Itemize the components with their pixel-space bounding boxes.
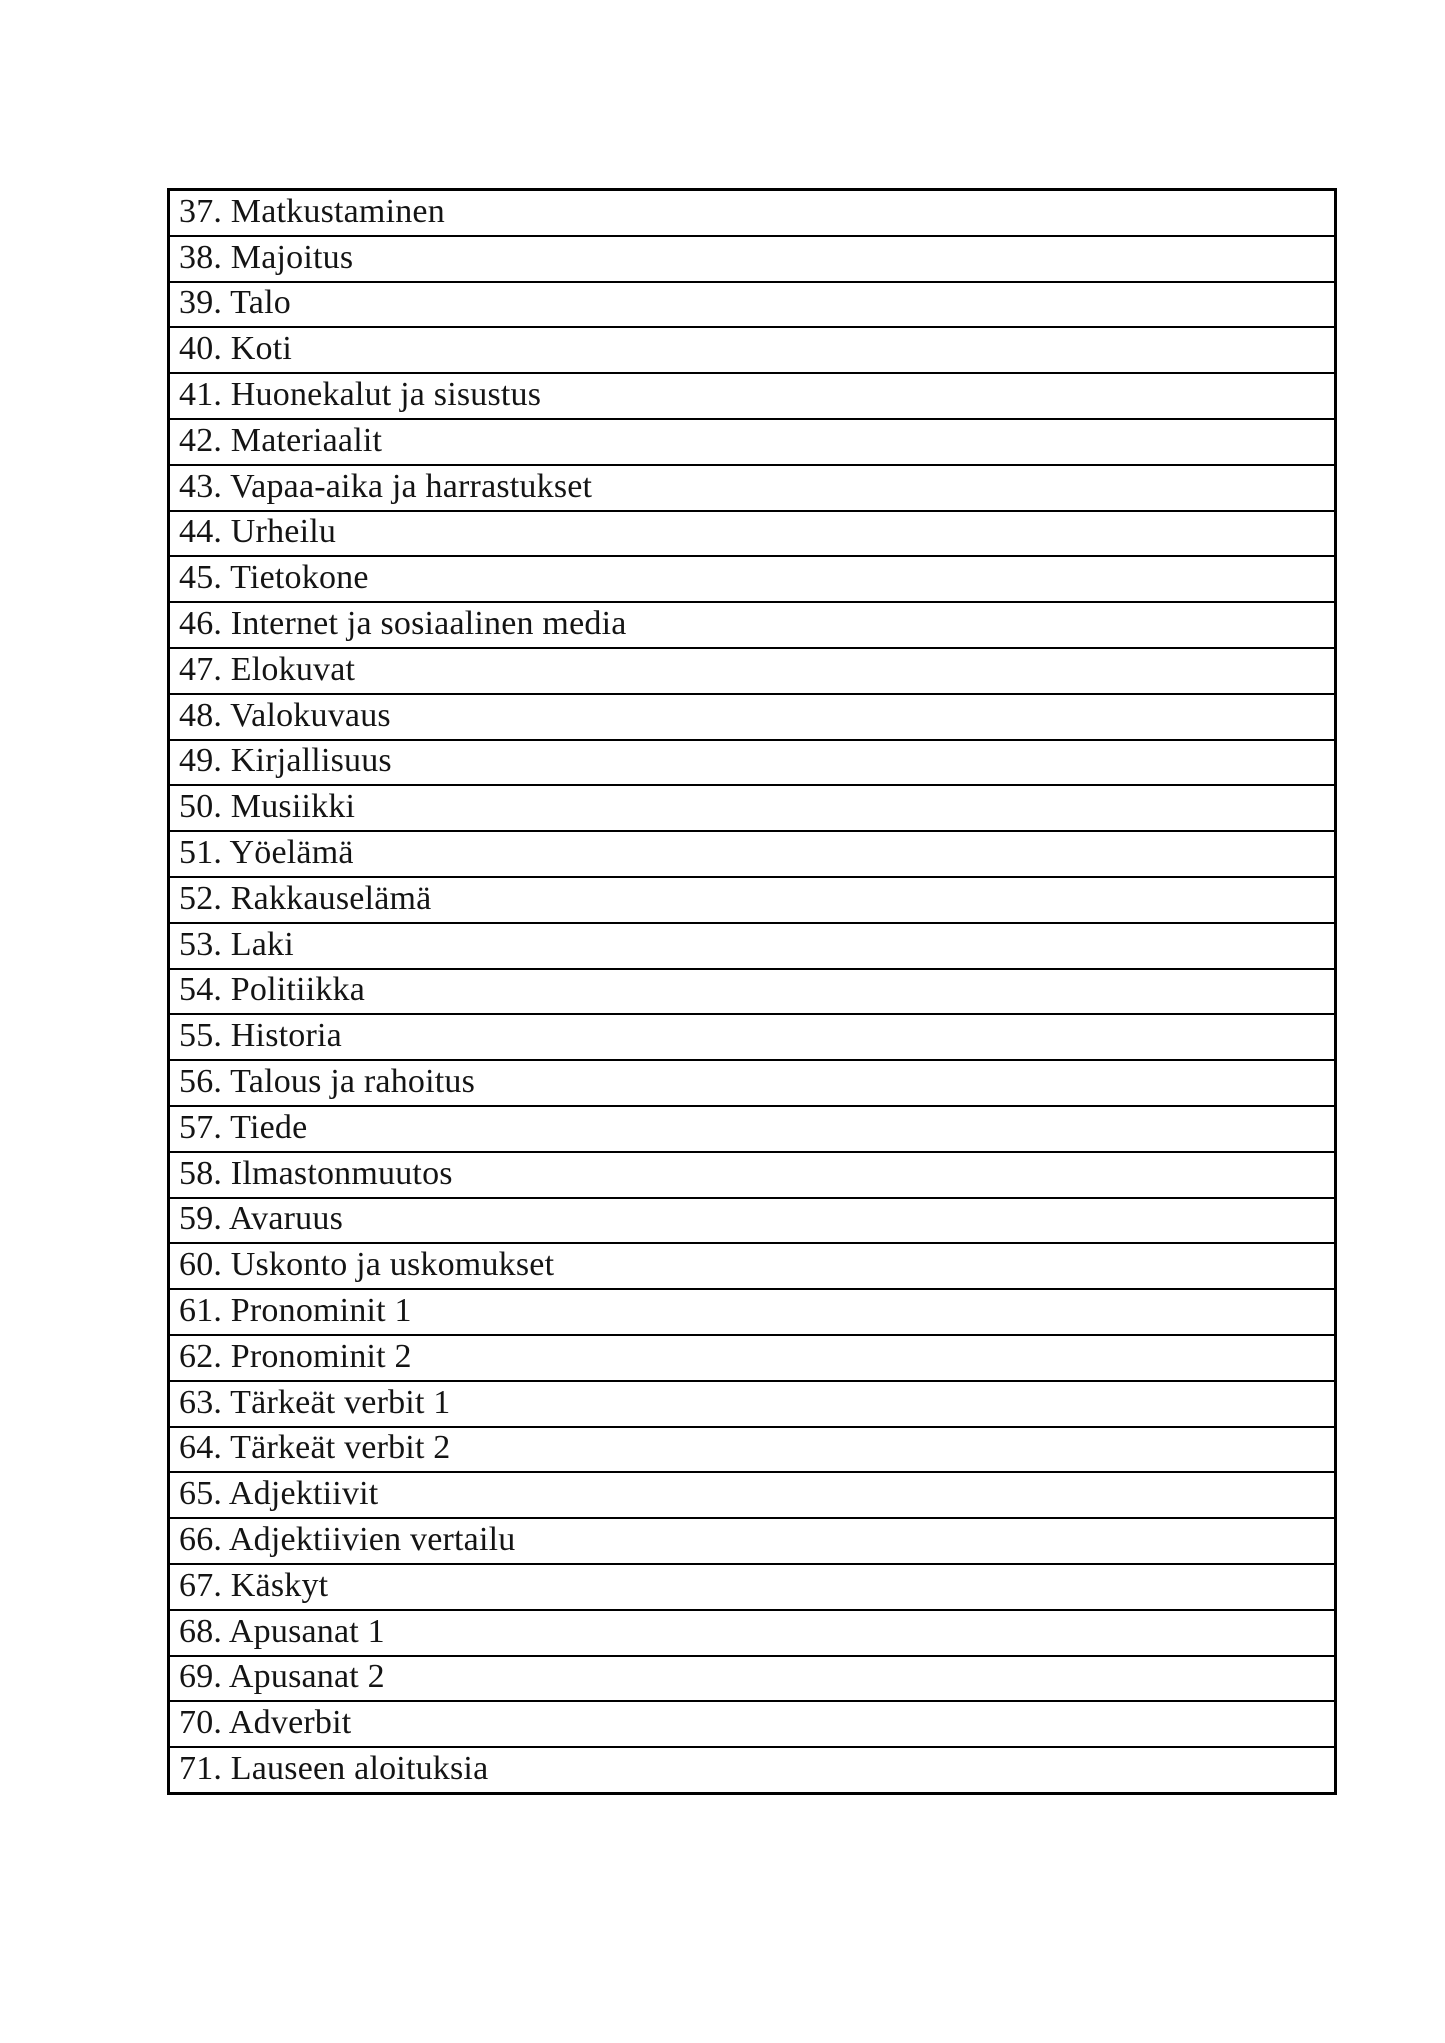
toc-entry-label: 55. Historia xyxy=(179,1017,342,1055)
toc-row xyxy=(170,1013,1334,1059)
toc-entry-label: 37. Matkustaminen xyxy=(179,192,445,230)
toc-row xyxy=(170,1609,1334,1655)
toc-entry-label: 70. Adverbit xyxy=(179,1704,352,1742)
toc-row xyxy=(170,326,1334,372)
toc-row xyxy=(170,1517,1334,1563)
toc-row xyxy=(170,1059,1334,1105)
toc-table xyxy=(167,188,1337,1795)
toc-row xyxy=(170,1655,1334,1701)
toc-entry-label: 54. Politiikka xyxy=(179,971,366,1009)
toc-row xyxy=(170,1563,1334,1609)
toc-row xyxy=(170,191,1334,235)
toc-row xyxy=(170,510,1334,556)
toc-entry-label: 44. Urheilu xyxy=(179,513,337,551)
toc-entry-label: 48. Valokuvaus xyxy=(179,696,391,734)
toc-row xyxy=(170,555,1334,601)
toc-row xyxy=(170,1380,1334,1426)
toc-entry-label: 43. Vapaa-aika ja harrastukset xyxy=(179,467,593,505)
toc-entry-label: 42. Materiaalit xyxy=(179,421,383,459)
toc-entry-label: 38. Majoitus xyxy=(179,238,354,276)
toc-entry-label: 47. Elokuvat xyxy=(179,650,356,688)
toc-entry-label: 66. Adjektiivien vertailu xyxy=(179,1521,516,1558)
toc-row xyxy=(170,372,1334,418)
toc-entry-label: 52. Rakkauselämä xyxy=(179,879,432,917)
toc-row xyxy=(170,1471,1334,1517)
toc-row xyxy=(170,647,1334,693)
toc-row xyxy=(170,1426,1334,1472)
toc-entry-label: 59. Avaruus xyxy=(179,1200,343,1238)
toc-row xyxy=(170,784,1334,830)
toc-entry-label: 53. Laki xyxy=(179,925,294,963)
toc-entry-label: 64. Tärkeät verbit 2 xyxy=(179,1429,451,1467)
toc-row xyxy=(170,464,1334,510)
toc-entry-label: 41. Huonekalut ja sisustus xyxy=(179,376,542,414)
toc-entry-label: 57. Tiede xyxy=(179,1108,308,1146)
toc-row xyxy=(170,281,1334,327)
toc-row xyxy=(170,418,1334,464)
toc-entry-label: 49. Kirjallisuus xyxy=(179,742,392,780)
toc-row xyxy=(170,968,1334,1014)
toc-row xyxy=(170,1334,1334,1380)
toc-entry-label: 68. Apusanat 1 xyxy=(179,1612,385,1650)
toc-entry-label: 40. Koti xyxy=(179,330,293,368)
toc-entry-label: 46. Internet ja sosiaalinen media xyxy=(179,605,627,643)
toc-entry-label: 65. Adjektiivit xyxy=(179,1475,379,1513)
toc-entry-label: 67. Käskyt xyxy=(179,1566,329,1604)
toc-entry-label: 56. Talous ja rahoitus xyxy=(179,1063,476,1101)
toc-row xyxy=(170,693,1334,739)
toc-entry-label: 61. Pronominit 1 xyxy=(179,1292,412,1330)
toc-row xyxy=(170,922,1334,968)
toc-row xyxy=(170,235,1334,281)
toc-entry-label: 51. Yöelämä xyxy=(179,834,354,872)
toc-row xyxy=(170,1151,1334,1197)
toc-entry-label: 58. Ilmastonmuutos xyxy=(179,1154,453,1192)
toc-entry-label: 39. Talo xyxy=(179,284,291,322)
toc-entry-label: 71. Lauseen aloituksia xyxy=(179,1749,489,1787)
toc-entry-label: 45. Tietokone xyxy=(179,559,369,597)
toc-row xyxy=(170,1746,1334,1792)
toc-row xyxy=(170,1242,1334,1288)
toc-row xyxy=(170,1197,1334,1243)
toc-entry-label: 69. Apusanat 2 xyxy=(179,1658,385,1696)
toc-entry-label: 62. Pronominit 2 xyxy=(179,1337,412,1375)
toc-row xyxy=(170,1105,1334,1151)
toc-row xyxy=(170,601,1334,647)
toc-entry-label: 63. Tärkeät verbit 1 xyxy=(179,1383,451,1421)
toc-row xyxy=(170,830,1334,876)
toc-row xyxy=(170,1288,1334,1334)
toc-row xyxy=(170,739,1334,785)
toc-row xyxy=(170,876,1334,922)
toc-entry-label: 50. Musiikki xyxy=(179,788,356,826)
toc-entry-label: 60. Uskonto ja uskomukset xyxy=(179,1246,555,1284)
toc-row xyxy=(170,1700,1334,1746)
